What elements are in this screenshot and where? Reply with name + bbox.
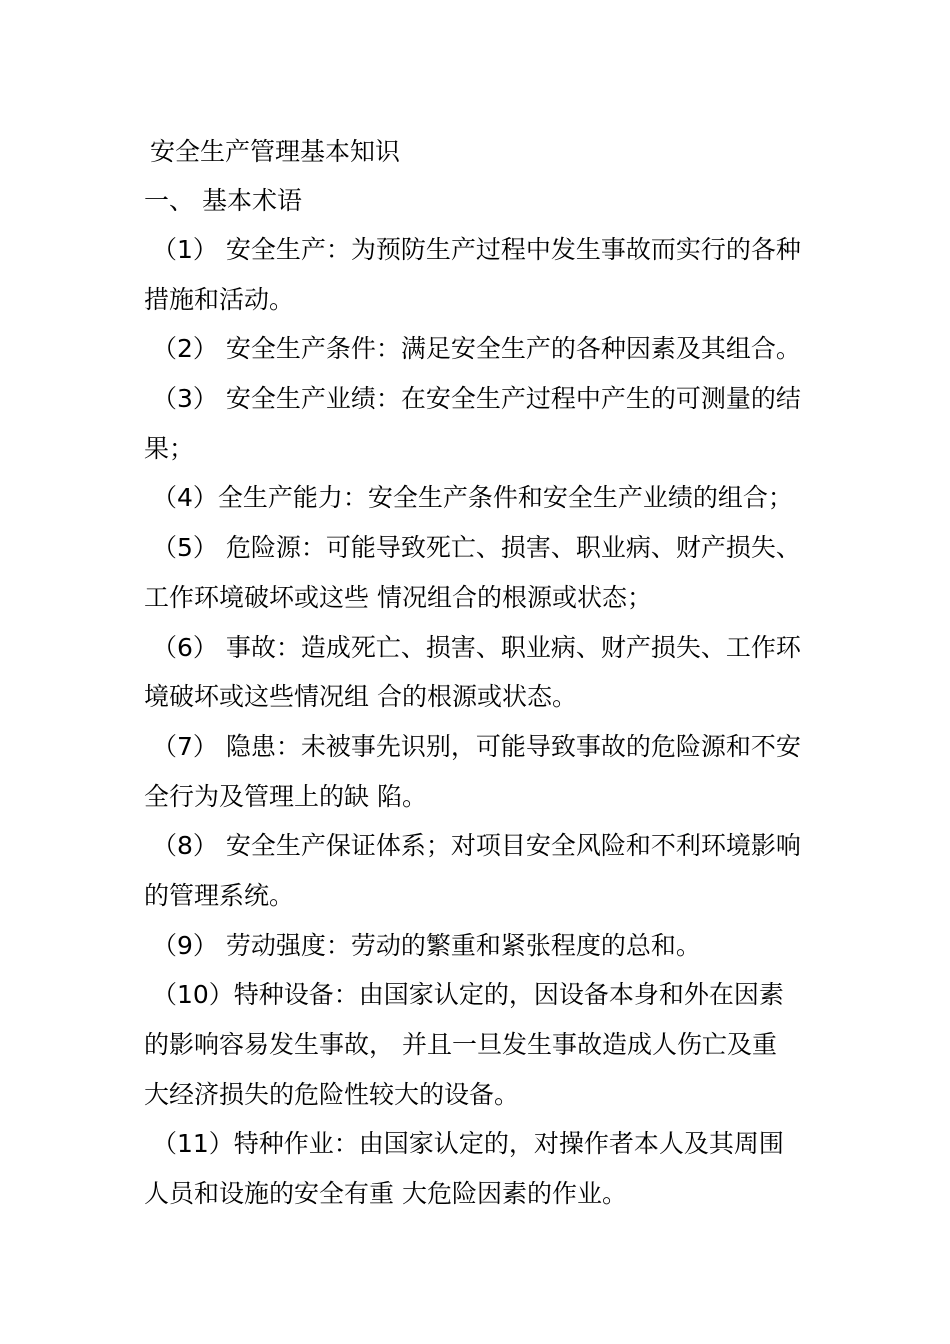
text-line: （9） 劳动强度：劳动的繁重和紧张程度的总和。 — [152, 930, 701, 960]
text-line: （2） 安全生产条件：满足安全生产的各种因素及其组合。 — [152, 334, 801, 364]
section-heading-text: 基本术语 — [202, 186, 303, 215]
text-line: （11）特种作业：由国家认定的，对操作者本人及其周围 — [152, 1129, 784, 1159]
text-line: 措施和活动。 — [144, 284, 295, 314]
text-line: 果； — [144, 433, 195, 463]
section-number: 一、 — [144, 186, 195, 215]
document-title: 安全生产管理基本知识 — [150, 137, 401, 166]
section-heading — [144, 181, 302, 221]
text-line: （1） 安全生产：为预防生产过程中发生事故而实行的各种 — [152, 235, 801, 264]
text-line: （3） 安全生产业绩：在安全生产过程中产生的可测量的结 — [152, 384, 801, 414]
text-line: 全行为及管理上的缺 陷。 — [144, 781, 427, 811]
text-line: 的管理系统。 — [144, 880, 295, 910]
text-line: （5） 危险源：可能导致死亡、损害、职业病、财产损失、 — [152, 533, 801, 563]
text-line: 大经济损失的危险性较大的设备。 — [144, 1079, 520, 1109]
text-line: （10）特种设备：由国家认定的，因设备本身和外在因素 — [152, 980, 784, 1010]
text-line: 人员和设施的安全有重 大危险因素的作业。 — [144, 1179, 627, 1209]
document-body — [144, 230, 806, 1224]
text-line: （6） 事故：造成死亡、损害、职业病、财产损失、工作环 — [152, 632, 801, 662]
text-line: （4）全生产能力：安全生产条件和安全生产业绩的组合； — [152, 483, 793, 513]
text-line: 工作环境破坏或这些 情况组合的根源或状态； — [144, 582, 652, 612]
text-line: （8） 安全生产保证体系；对项目安全风险和不利环境影响 — [152, 831, 801, 861]
text-line: （7） 隐患：未被事先识别，可能导致事故的危险源和不安 — [152, 731, 801, 761]
text-line: 的影响容易发生事故， 并且一旦发生事故造成人伤亡及重 — [144, 1030, 777, 1059]
text-line: 境破坏或这些情况组 合的根源或状态。 — [144, 682, 577, 712]
